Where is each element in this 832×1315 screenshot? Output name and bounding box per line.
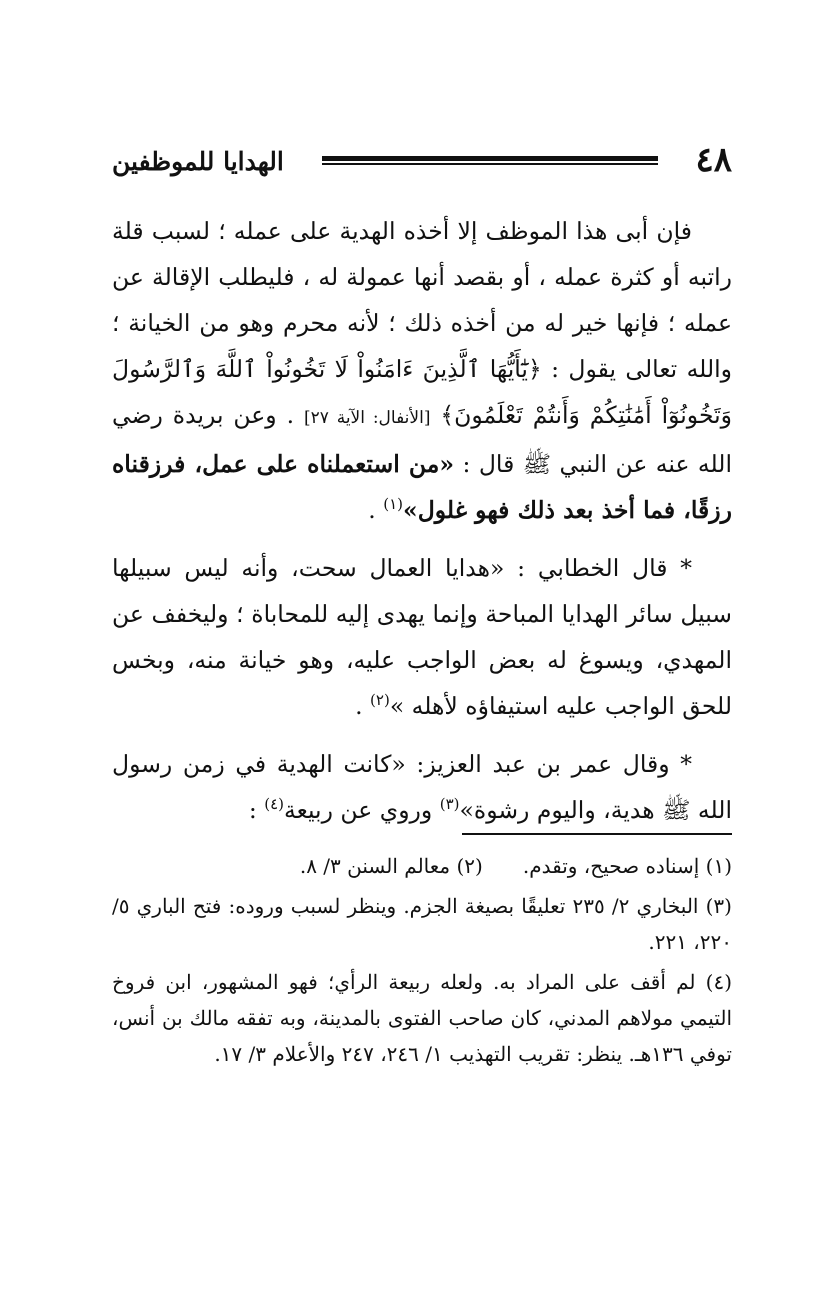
footnotes (112, 848, 732, 1072)
footnote-mark-4: (٤) (264, 795, 285, 814)
footnote-3: (٣) البخاري ٢/ ٢٣٥ تعليقًا بصيغة الجزم. وينظر لسبب وروده: فتح الباري ٥/ ٢٢٠، ٢٢١. (112, 894, 732, 954)
verse-reference: [الأنفال: الآية ٢٧] (303, 408, 431, 428)
paragraph-1: فإن أبى هذا الموظف إلا أخذه الهدية على عمله ؛ لسبب قلة راتبه أو كثرة عمله ، أو بقصد أنها عمولة له ، فليطلب الإقالة عن عمله ؛ فإنها خير له من أخذه ذلك ؛ لأنه محرم وهو من الخيانة ؛ والله تعالى يقول : ﴿يَٰٓأَيُّهَا ٱلَّذِينَ ءَامَنُواْ لَا تَخُونُواْ ٱللَّهَ وَٱلرَّسُولَ وَتَخُونُوٓاْ أَمَٰنَٰتِكُمْ وَأَنتُمْ تَعْلَمُونَ﴾ [الأنفال: الآية ٢٧] . وعن بريدة رضي الله عنه عن النبي ﷺ قال : «من استعملناه على عمل، فرزقناه رزقًا، فما أخذ بعد ذلك فهو غلول»$^{(١)}$ . (112, 217, 732, 524)
footnote-row-1 (112, 848, 732, 884)
page-number: ٤٨ (695, 140, 732, 180)
footnote-4: (٤) لم أقف على المراد به. ولعله ربيعة الرأي؛ فهو المشهور، ابن فروخ التيمي مولاهم المدني، كان صاحب الفتوى بالمدينة، وبه تفقه مالك بن أنس، توفي ١٣٦هـ. ينظر: تقريب التهذيب ١/ ٢٤٦، ٢٤٧ والأعلام ٣/ ١٧. (112, 970, 733, 1066)
footnote-mark-3: (٣) (439, 795, 460, 814)
footnote-mark-1: (١) (383, 495, 404, 514)
page-header (112, 140, 732, 190)
paragraph-2-text: * قال الخطابي : «هدايا العمال سحت، وأنه ليس سبيلها سبيل سائر الهدايا المباحة وإنما يهدى إليه للمحاباة ؛ وليخفف عن المهدي، ويسوغ له بعض الواجب عليه، وهو خيانة منه، وبخس للحق الواجب عليه استيفاؤه لأهله » (112, 554, 732, 720)
running-title: الهدايا للموظفين (112, 147, 284, 176)
main-text (112, 208, 732, 833)
paragraph-3-text: * وقال عمر بن عبد العزيز: «كانت الهدية في زمن رسول الله ﷺ هدية، واليوم رشوة» (112, 750, 732, 824)
header-double-rule (322, 156, 658, 161)
paragraph-2: * قال الخطابي : «هدايا العمال سحت، وأنه ليس سبيلها سبيل سائر الهدايا المباحة وإنما يهدى إليه للمحاباة ؛ وليخفف عن المهدي، ويسوغ له بعض الواجب عليه، وهو خيانة منه، وبخس للحق الواجب عليه استيفاؤه لأهله »$^{(٢)}$ . (112, 554, 732, 720)
paragraph-1-continuation: . وعن بريدة رضي الله عنه عن النبي ﷺ قال : (112, 401, 732, 478)
footnote-1: (١) إسناده صحيح، وتقدم. (522, 854, 732, 878)
hadith-text: «من استعملناه على عمل، فرزقناه رزقًا، فما أخذ بعد ذلك فهو غلول» (112, 450, 732, 524)
paragraph-3 (112, 741, 732, 833)
paragraph-3-continuation: وروي عن ربيعة (284, 796, 433, 824)
footnote-mark-2: (٢) (370, 691, 390, 710)
footnote-2: (٢) معالم السنن ٣/ ٨. (299, 854, 483, 878)
paragraph-1-text: فإن أبى هذا الموظف إلا أخذه الهدية على عمله ؛ لسبب قلة راتبه أو كثرة عمله ، أو بقصد أنها عمولة له ، فليطلب الإقالة عن عمله ؛ فإنها خير له من أخذه ذلك ؛ لأنه محرم وهو من الخيانة ؛ والله تعالى يقول : (112, 217, 732, 383)
quran-verse: ﴿يَٰٓأَيُّهَا ٱلَّذِينَ ءَامَنُواْ لَا تَخُونُواْ ٱللَّهَ وَٱلرَّسُولَ وَتَخُونُوٓاْ أَمَٰنَٰتِكُمْ وَأَنتُمْ تَعْلَمُونَ﴾ (112, 355, 732, 429)
paragraph-3-colon: : (248, 796, 257, 824)
footnote-separator (462, 833, 732, 835)
